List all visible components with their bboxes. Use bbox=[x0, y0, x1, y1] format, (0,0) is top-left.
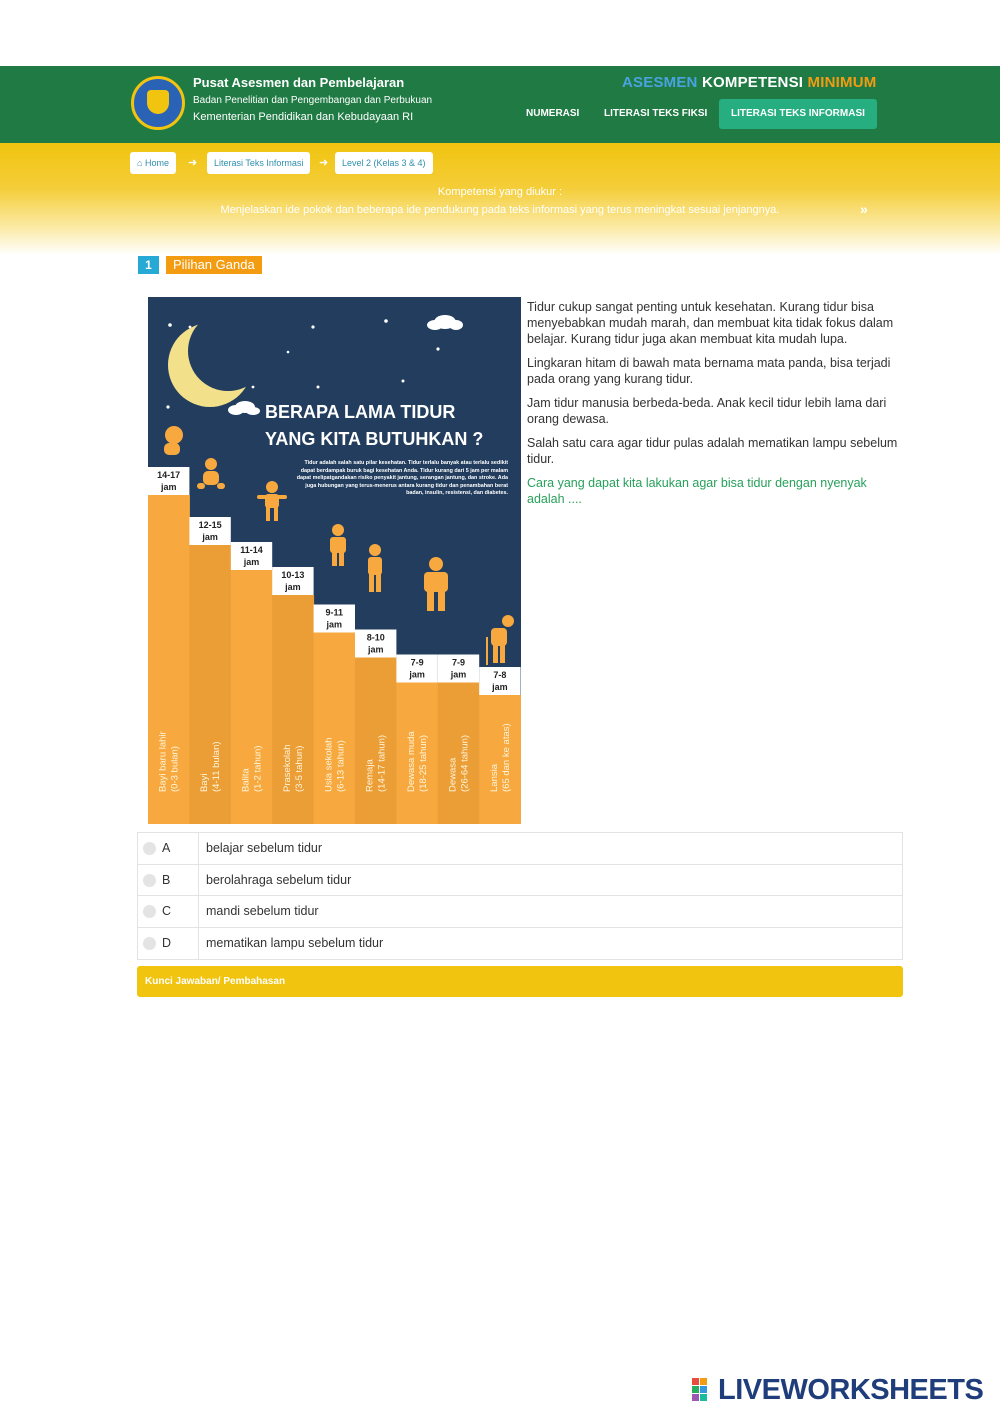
unit-label: jam bbox=[409, 669, 425, 680]
double-chevron-right-icon[interactable]: » bbox=[860, 201, 868, 217]
radio-button[interactable] bbox=[143, 874, 156, 887]
group-label: Bayi baru lahir bbox=[157, 731, 169, 792]
group-label: Usia sekolah bbox=[323, 737, 335, 792]
answer-options bbox=[137, 832, 903, 960]
age-label: (26-64 tahun) bbox=[459, 734, 471, 792]
nav-literasi-teks-fiksi[interactable]: LITERASI TEKS FIKSI bbox=[604, 108, 708, 119]
question-prompt: Cara yang dapat kita lakukan agar bisa tidur dengan nyenyak adalah .... bbox=[527, 476, 867, 506]
age-label: (18-25 tahun) bbox=[418, 734, 430, 792]
infographic-title-2: YANG KITA BUTUHKAN ? bbox=[265, 429, 484, 449]
unit-label: jam bbox=[285, 582, 301, 592]
option-b[interactable] bbox=[138, 865, 902, 897]
unit-label: jam bbox=[367, 644, 384, 655]
hours-label: 9-11 bbox=[325, 607, 344, 618]
baby-icon bbox=[164, 426, 183, 455]
group-label: Remaja bbox=[364, 759, 376, 792]
radio-button[interactable] bbox=[143, 937, 156, 950]
competency-banner bbox=[0, 143, 1000, 255]
option-letter: C bbox=[162, 904, 172, 918]
option-text: mandi sebelum tidur bbox=[206, 904, 319, 918]
sleep-infographic bbox=[148, 297, 521, 824]
unit-label: jam bbox=[450, 669, 467, 680]
option-letter: A bbox=[162, 841, 171, 855]
group-label: Bayi bbox=[199, 773, 211, 792]
infographic-title-1: BERAPA LAMA TIDUR bbox=[265, 402, 456, 422]
age-label: (14-17 tahun) bbox=[376, 734, 388, 792]
hours-label: 14-17 bbox=[157, 470, 181, 480]
org-subtitle-2: Kementerian Pendidikan dan Kebudayaan RI bbox=[193, 111, 414, 123]
age-label: (65 dan ke atas) bbox=[500, 723, 512, 792]
unit-label: jam bbox=[492, 682, 508, 692]
moon-icon bbox=[168, 311, 268, 407]
question-type: Pilihan Ganda bbox=[166, 256, 262, 274]
site-header bbox=[0, 66, 1000, 143]
option-text: belajar sebelum tidur bbox=[206, 841, 323, 855]
age-label: (6-13 tahun) bbox=[335, 740, 347, 792]
akm-brand-logo: ASESMEN KOMPETENSI MINIMUM bbox=[622, 74, 877, 91]
kemendikbud-logo bbox=[131, 76, 185, 130]
arrow-right-icon: ➜ bbox=[319, 157, 329, 169]
hours-label: 7-9 bbox=[410, 657, 424, 668]
infographic-body-wrap bbox=[293, 460, 508, 522]
age-label: (1-2 tahun) bbox=[252, 745, 264, 792]
unit-label: jam bbox=[243, 557, 260, 567]
infographic-body: Tidur adalah salah satu pilar kesehatan. Tidur terlalu banyak atau terlalu sedikit dapat berdampak buruk bagi kesehatan Anda. Tidur kurang dari 5 jam per malam dapat melipatgandakan risiko penyakit jantung, serangan jantung, dan stroke. Ada juga hubungan yang terus-menerus antara kurang tidur dan penambahan berat badan, insulin, resistensi, dan diabetes. bbox=[296, 460, 508, 497]
adult-icon bbox=[424, 557, 448, 611]
competency-description: Menjelaskan ide pokok dan beberapa ide pendukung pada teks informasi yang terus meningkat sesuai jenjangnya. bbox=[220, 204, 780, 216]
group-label: Lansia bbox=[488, 764, 500, 792]
infant-icon bbox=[197, 458, 225, 489]
passage-paragraph: Jam tidur manusia berbeda-beda. Anak kecil tidur lebih lama dari orang dewasa. bbox=[527, 396, 887, 426]
org-subtitle-1: Badan Penelitian dan Pengembangan dan Perbukuan bbox=[193, 95, 433, 106]
passage-paragraph: Tidur cukup sangat penting untuk kesehatan. Kurang tidur bisa menyebabkan mudah marah, dan membuat kita tidak fokus dalam belajar. Kurang tidur juga akan membuat kita mudah lupa. bbox=[527, 300, 894, 346]
organization-block bbox=[193, 74, 432, 126]
reading-passage bbox=[527, 299, 907, 515]
infographic-canvas bbox=[148, 297, 521, 824]
breadcrumb-level[interactable]: Level 2 (Kelas 3 & 4) bbox=[335, 152, 433, 174]
option-d[interactable] bbox=[138, 928, 902, 960]
age-label: (3-5 tahun) bbox=[293, 745, 305, 792]
unit-label: jam bbox=[160, 482, 177, 492]
group-label: Dewasa muda bbox=[406, 731, 418, 792]
radio-button[interactable] bbox=[143, 842, 156, 855]
nav-literasi-teks-informasi[interactable]: LITERASI TEKS INFORMASI bbox=[719, 99, 877, 129]
nav-numerasi[interactable]: NUMERASI bbox=[526, 108, 580, 119]
hours-label: 11-14 bbox=[240, 545, 263, 555]
option-c[interactable] bbox=[138, 896, 902, 928]
question-number: 1 bbox=[138, 256, 159, 274]
group-label: Prasekolah bbox=[281, 744, 293, 792]
unit-label: jam bbox=[202, 532, 218, 542]
option-text: mematikan lampu sebelum tidur bbox=[206, 935, 384, 950]
passage-paragraph: Lingkaran hitam di bawah mata bernama mata panda, bisa terjadi pada orang yang kurang tidur. bbox=[527, 356, 891, 386]
option-letter: D bbox=[162, 935, 172, 950]
breadcrumb-literasi[interactable]: Literasi Teks Informasi bbox=[207, 152, 310, 174]
breadcrumb-home[interactable]: ⌂ Home bbox=[130, 152, 176, 174]
watermark-text: LIVEWORKSHEETS bbox=[718, 1374, 984, 1406]
option-text: berolahraga sebelum tidur bbox=[206, 872, 352, 887]
arrow-right-icon: ➜ bbox=[188, 157, 198, 169]
hours-label: 12-15 bbox=[198, 520, 222, 530]
group-label: Balita bbox=[240, 768, 252, 792]
home-icon: ⌂ bbox=[137, 158, 143, 168]
hours-label: 8-10 bbox=[366, 632, 385, 643]
group-label: Dewasa bbox=[447, 757, 459, 792]
passage-paragraph: Salah satu cara agar tidur pulas adalah mematikan lampu sebelum tidur. bbox=[527, 436, 898, 466]
option-letter: B bbox=[162, 872, 171, 887]
bar-4 bbox=[314, 633, 356, 825]
age-label: (0-3 bulan) bbox=[169, 746, 181, 792]
competency-title: Kompetensi yang diukur : bbox=[437, 186, 563, 198]
unit-label: jam bbox=[326, 619, 343, 630]
age-label: (4-11 bulan) bbox=[211, 741, 223, 792]
org-title: Pusat Asesmen dan Pembelajaran bbox=[193, 75, 405, 90]
answer-key-toggle[interactable]: Kunci Jawaban/ Pembahasan bbox=[137, 966, 903, 997]
toddler-icon bbox=[257, 481, 287, 521]
option-a[interactable] bbox=[138, 833, 902, 865]
hours-label: 10-13 bbox=[281, 570, 305, 580]
hours-label: 7-8 bbox=[493, 670, 507, 680]
hours-label: 7-9 bbox=[451, 657, 466, 668]
teen-icon bbox=[368, 544, 382, 592]
child-icon bbox=[330, 524, 346, 566]
elderly-icon bbox=[486, 615, 514, 665]
radio-button[interactable] bbox=[143, 905, 156, 918]
